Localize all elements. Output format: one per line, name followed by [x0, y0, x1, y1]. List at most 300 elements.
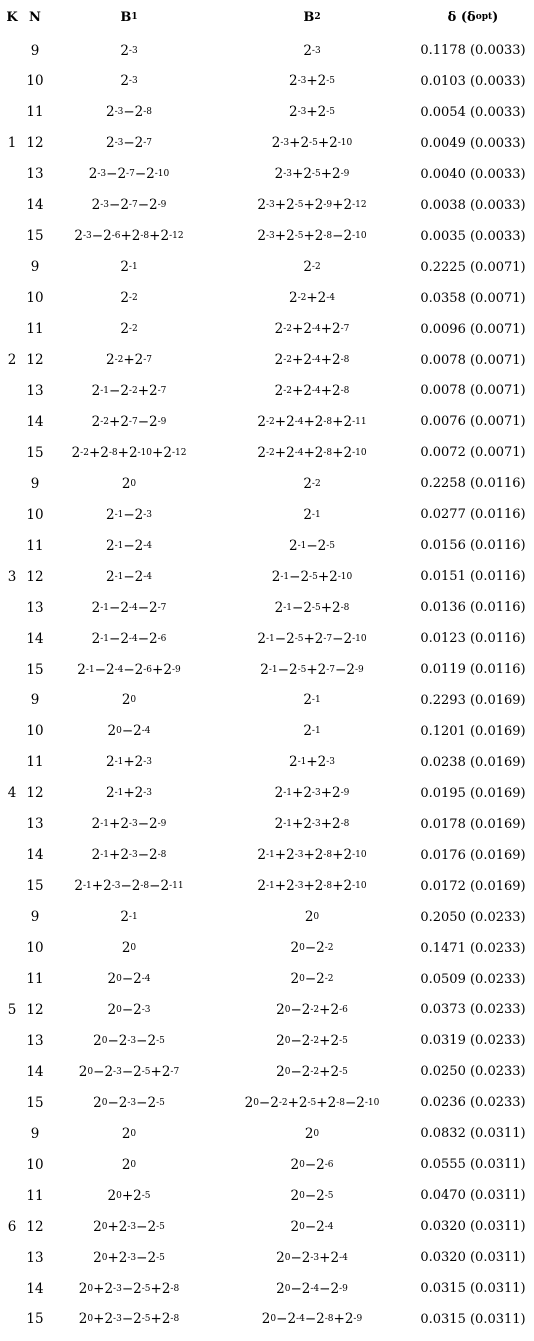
power-base: 2: [301, 1001, 311, 1018]
power-base: 2: [105, 661, 115, 678]
cell-n: 10: [26, 290, 44, 307]
cell-n: 9: [30, 692, 40, 709]
cell-delta: 0.0509 (0.0233): [420, 971, 526, 987]
cell-n: 11: [26, 754, 44, 771]
operator: +: [274, 878, 287, 895]
operator: −: [149, 878, 161, 895]
power-base: 2: [133, 1187, 142, 1204]
cell-b2: 2 -2 + 2 -4 + 2 -8: [274, 382, 350, 399]
operator: +: [274, 228, 287, 245]
power-base: 2: [317, 104, 327, 121]
power-base: 2: [330, 1063, 340, 1080]
table-row: [0, 1211, 534, 1242]
table-row: [0, 840, 534, 871]
operator: +: [137, 382, 149, 399]
cell-b2: 2 -1 + 2 -3: [288, 754, 336, 771]
power-base: 2: [257, 444, 267, 461]
power-base: 2: [121, 692, 131, 709]
cell-b2: 2 0 − 2 -2 + 2 -5 + 2 -8 − 2 -10: [244, 1094, 380, 1111]
operator: +: [303, 228, 315, 245]
cell-b2: 2 -3 + 2 -5: [288, 104, 336, 121]
cell-n: 10: [26, 940, 44, 957]
cell-k: [0, 1149, 24, 1180]
operator: −: [277, 661, 289, 678]
power-base: 2: [317, 73, 327, 90]
cell-b1: 2 -1 − 2 -3: [105, 506, 153, 523]
cell-n: 13: [26, 816, 44, 833]
cell-delta: 0.0076 (0.0071): [420, 414, 526, 430]
cell-delta: 0.0832 (0.0311): [420, 1126, 526, 1142]
power-base: 2: [332, 816, 341, 833]
cell-delta: 0.0136 (0.0116): [420, 600, 526, 616]
cell-b2: 2 0 − 2 -5: [290, 1187, 334, 1204]
power-base: 2: [271, 568, 281, 585]
power-base: 2: [286, 444, 295, 461]
power-base: 2: [286, 228, 295, 245]
operator: +: [274, 444, 287, 461]
power-base: 2: [93, 1249, 102, 1266]
cell-delta: 0.1471 (0.0233): [420, 940, 526, 956]
power-base: 2: [161, 1311, 171, 1328]
cell-delta: 0.1201 (0.0169): [420, 723, 526, 739]
operator: −: [304, 1311, 317, 1328]
cell-b1: 2 -3 − 2 -7 − 2 -9: [91, 197, 167, 214]
power-base: 2: [288, 104, 298, 121]
cell-n: 10: [26, 1156, 44, 1173]
operator: +: [333, 1311, 345, 1328]
operator: −: [123, 135, 135, 152]
power-base: 2: [105, 568, 115, 585]
cell-n: 12: [26, 1001, 44, 1018]
operator: +: [123, 352, 135, 368]
cell-b1: 2 0 − 2 -3 − 2 -5 + 2 -7: [78, 1063, 180, 1080]
power-base: 2: [317, 537, 327, 554]
cell-b2: 2 -3 + 2 -5 + 2 -10: [271, 135, 353, 152]
power-base: 2: [301, 1280, 311, 1297]
cell-b1: 2 0: [121, 940, 137, 957]
cell-n: 12: [26, 135, 44, 152]
cell-delta: 0.0103 (0.0033): [420, 73, 526, 89]
cell-b1: 2 -1 − 2 -4: [105, 568, 153, 585]
power-base: 2: [290, 940, 300, 957]
power-base: 2: [343, 847, 353, 864]
power-base: 2: [301, 1249, 311, 1266]
power-base: 2: [332, 352, 341, 368]
cell-n: 14: [26, 197, 44, 214]
cell-k: [0, 716, 24, 747]
cell-n: 14: [26, 413, 44, 430]
power-base: 2: [317, 754, 327, 771]
table-row: [0, 778, 534, 809]
table-row: [0, 716, 534, 747]
power-base: 2: [300, 568, 310, 585]
cell-b1: 2 -3 − 2 -7: [105, 135, 153, 152]
power-base: 2: [134, 352, 144, 368]
power-base: 2: [91, 413, 101, 430]
cell-n: 10: [26, 723, 44, 740]
power-base: 2: [300, 135, 310, 152]
operator: +: [319, 1249, 331, 1266]
header-delta: δ (δ opt ): [447, 9, 499, 25]
cell-delta: 0.0040 (0.0033): [420, 166, 526, 182]
power-base: 2: [332, 599, 341, 616]
power-base: 2: [120, 816, 129, 833]
header-k: K: [6, 9, 18, 25]
operator: −: [106, 166, 118, 183]
cell-n: 15: [26, 661, 44, 678]
cell-n: 14: [26, 847, 44, 864]
operator: +: [306, 661, 318, 678]
cell-n: 15: [26, 1311, 44, 1328]
table-row: [0, 252, 534, 283]
cell-delta: 0.0054 (0.0033): [420, 104, 526, 120]
operator: −: [290, 1063, 302, 1080]
power-base: 2: [134, 568, 144, 585]
cell-b1: 2 -1: [120, 259, 138, 276]
cell-b1: 2 0: [121, 1125, 137, 1142]
cell-k: [0, 468, 24, 499]
table-row: [0, 345, 534, 376]
operator: +: [292, 816, 304, 833]
power-base: 2: [103, 878, 112, 895]
cell-k: 5: [7, 1001, 17, 1018]
operator: −: [304, 1187, 317, 1204]
power-base: 2: [128, 444, 138, 461]
power-base: 2: [314, 630, 324, 647]
table-row: [0, 128, 534, 159]
operator: −: [109, 599, 121, 616]
cell-n: 11: [26, 537, 44, 554]
power-base: 2: [107, 1001, 117, 1018]
table-row: [0, 437, 534, 468]
cell-delta: 0.0470 (0.0311): [420, 1188, 526, 1204]
table-row: [0, 592, 534, 623]
power-base: 2: [286, 197, 295, 214]
operator: −: [121, 1063, 134, 1080]
cell-b1: 2 -2: [120, 321, 138, 338]
power-base: 2: [276, 1001, 285, 1018]
power-base: 2: [343, 413, 353, 430]
operator: −: [304, 1218, 317, 1235]
power-base: 2: [327, 1094, 337, 1111]
power-base: 2: [134, 506, 144, 523]
power-base: 2: [303, 382, 312, 399]
power-base: 2: [343, 228, 353, 245]
operator: +: [320, 816, 332, 833]
cell-delta: 0.0176 (0.0169): [420, 847, 526, 863]
cell-k: [0, 437, 24, 468]
power-base: 2: [71, 444, 81, 461]
power-base: 2: [257, 413, 267, 430]
power-base: 2: [314, 228, 324, 245]
operator: −: [123, 104, 135, 121]
power-base: 2: [161, 1280, 171, 1297]
power-base: 2: [290, 1187, 300, 1204]
table-row: [0, 623, 534, 654]
cell-k: [0, 1118, 24, 1149]
cell-k: [0, 902, 24, 933]
power-base: 2: [78, 1311, 88, 1328]
power-base: 2: [107, 1187, 117, 1204]
cell-delta: 0.0178 (0.0169): [420, 816, 526, 832]
power-base: 2: [330, 1280, 340, 1297]
power-base: 2: [303, 599, 312, 616]
cell-b2: 2 0 − 2 -2 + 2 -6: [276, 1001, 348, 1018]
cell-n: 15: [26, 1094, 44, 1111]
power-base: 2: [120, 321, 129, 338]
power-base: 2: [134, 104, 144, 121]
power-base: 2: [314, 847, 324, 864]
power-base: 2: [317, 661, 327, 678]
power-base: 2: [276, 1032, 285, 1049]
cell-b2: 2 0 − 2 -2: [290, 971, 334, 987]
operator: −: [289, 568, 301, 585]
cell-delta: 0.0078 (0.0071): [420, 352, 526, 368]
power-base: 2: [304, 1125, 314, 1142]
power-base: 2: [286, 878, 295, 895]
operator: −: [123, 537, 135, 554]
table-row: [0, 1149, 534, 1180]
power-base: 2: [286, 630, 295, 647]
power-base: 2: [91, 197, 101, 214]
operator: +: [320, 382, 332, 399]
power-base: 2: [286, 413, 295, 430]
cell-b2: 2 0: [304, 909, 320, 926]
power-base: 2: [276, 1249, 285, 1266]
cell-k: [0, 406, 24, 437]
power-base: 2: [78, 1280, 88, 1297]
header-n: N: [29, 9, 41, 25]
cell-delta: 0.0172 (0.0169): [420, 878, 526, 894]
power-base: 2: [276, 1063, 285, 1080]
operator: −: [107, 1094, 119, 1111]
power-base: 2: [303, 321, 312, 338]
table-row: [0, 809, 534, 840]
operator: +: [120, 228, 132, 245]
cell-n: 11: [26, 321, 44, 338]
operator: +: [123, 785, 135, 802]
power-base: 2: [270, 1094, 279, 1111]
power-base: 2: [257, 847, 267, 864]
cell-b1: 2 0 + 2 -3 − 2 -5: [93, 1218, 165, 1235]
operator: −: [109, 197, 121, 214]
power-base: 2: [134, 537, 144, 554]
power-base: 2: [257, 228, 267, 245]
power-base: 2: [121, 1125, 131, 1142]
cell-b1: 2 0 + 2 -3 − 2 -5 + 2 -8: [78, 1311, 180, 1328]
power-base: 2: [120, 630, 129, 647]
operator: −: [290, 1249, 302, 1266]
cell-b2: 2 0 − 2 -6: [290, 1156, 334, 1173]
cell-k: [0, 35, 24, 66]
operator: −: [274, 630, 287, 647]
cell-b1: 2 -1: [120, 909, 138, 926]
operator: −: [290, 1001, 302, 1018]
cell-k: [0, 159, 24, 190]
cell-b2: 2 -1: [303, 506, 321, 523]
power-base: 2: [317, 290, 327, 307]
cell-delta: 0.0049 (0.0033): [420, 135, 526, 151]
cell-b1: 2 -3 − 2 -8: [105, 104, 153, 121]
cell-n: 14: [26, 1063, 44, 1080]
cell-b2: 2 -1 − 2 -5: [288, 537, 336, 554]
cell-b1: 2 0 − 2 -3: [107, 1001, 151, 1018]
operator: +: [332, 878, 344, 895]
operator: +: [274, 847, 287, 864]
power-base: 2: [120, 197, 129, 214]
cell-b1: 2 0: [121, 692, 137, 709]
power-base: 2: [78, 1063, 88, 1080]
power-base: 2: [134, 135, 144, 152]
power-base: 2: [303, 352, 312, 368]
power-base: 2: [329, 135, 338, 152]
power-base: 2: [105, 135, 115, 152]
operator: +: [149, 228, 161, 245]
cell-n: 15: [26, 444, 44, 461]
power-base: 2: [118, 1094, 128, 1111]
power-base: 2: [121, 475, 131, 492]
power-base: 2: [131, 878, 141, 895]
cell-b2: 2 0 − 2 -3 + 2 -4: [276, 1249, 348, 1266]
power-base: 2: [91, 847, 101, 864]
operator: −: [137, 599, 149, 616]
cell-b1: 2 0: [121, 1156, 137, 1173]
power-base: 2: [104, 1280, 114, 1297]
power-base: 2: [303, 475, 312, 492]
power-base: 2: [118, 1218, 128, 1235]
cell-delta: 0.0320 (0.0311): [420, 1250, 526, 1266]
power-base: 2: [120, 259, 129, 276]
operator: +: [150, 1280, 162, 1297]
cell-n: 9: [30, 909, 40, 926]
operator: −: [137, 816, 149, 833]
cell-b2: 2 0 − 2 -4 − 2 -9: [276, 1280, 348, 1297]
power-base: 2: [121, 940, 131, 957]
power-base: 2: [303, 42, 312, 59]
power-base: 2: [274, 599, 284, 616]
power-base: 2: [316, 971, 325, 987]
power-base: 2: [105, 352, 115, 368]
operator: +: [320, 785, 332, 802]
operator: +: [303, 413, 315, 430]
power-base: 2: [356, 1094, 365, 1111]
operator: +: [152, 444, 164, 461]
power-base: 2: [330, 1249, 340, 1266]
operator: +: [150, 1063, 162, 1080]
power-base: 2: [133, 971, 142, 987]
power-base: 2: [329, 568, 338, 585]
power-base: 2: [288, 73, 298, 90]
power-base: 2: [303, 692, 312, 709]
power-base: 2: [288, 661, 298, 678]
cell-n: 14: [26, 630, 44, 647]
cell-k: [0, 1025, 24, 1056]
power-base: 2: [88, 166, 98, 183]
power-base: 2: [118, 1032, 128, 1049]
table-row: [0, 97, 534, 128]
cell-k: 3: [7, 568, 17, 585]
power-base: 2: [271, 135, 281, 152]
cell-delta: 0.0119 (0.0116): [420, 662, 526, 677]
power-base: 2: [117, 166, 127, 183]
power-base: 2: [120, 909, 129, 926]
cell-b2: 2 -3: [303, 42, 321, 59]
power-base: 2: [120, 290, 129, 307]
table-row: [0, 35, 534, 66]
operator: +: [306, 104, 318, 121]
cell-delta: 0.2258 (0.0116): [420, 476, 526, 492]
table-row: [0, 747, 534, 778]
operator: −: [332, 228, 344, 245]
cell-delta: 0.0038 (0.0033): [420, 197, 526, 213]
operator: +: [320, 599, 332, 616]
power-base: 2: [118, 1249, 128, 1266]
operator: +: [109, 816, 121, 833]
power-base: 2: [301, 1032, 311, 1049]
operator: −: [120, 878, 132, 895]
cell-k: [0, 190, 24, 221]
cell-delta: 0.0555 (0.0311): [420, 1157, 526, 1173]
cell-b1: 2 0 − 2 -3 − 2 -5: [93, 1094, 165, 1111]
power-base: 2: [330, 1001, 340, 1018]
operator: +: [91, 878, 104, 895]
power-base: 2: [303, 166, 312, 183]
power-base: 2: [74, 878, 84, 895]
operator: +: [332, 444, 344, 461]
operator: +: [319, 1032, 331, 1049]
power-base: 2: [346, 661, 355, 678]
operator: +: [107, 1218, 119, 1235]
operator: −: [121, 971, 134, 987]
cell-n: 14: [26, 1280, 44, 1297]
power-base: 2: [314, 444, 324, 461]
cell-b2: 2 0 − 2 -2: [290, 940, 334, 957]
cell-n: 13: [26, 599, 44, 616]
power-base: 2: [147, 1032, 157, 1049]
operator: +: [303, 878, 315, 895]
power-base: 2: [147, 1249, 157, 1266]
operator: −: [93, 1063, 105, 1080]
cell-b2: 2 -2 + 2 -4 + 2 -7: [274, 321, 350, 338]
operator: +: [332, 847, 344, 864]
operator: −: [335, 661, 347, 678]
table-row: [0, 1304, 534, 1335]
cell-k: [0, 747, 24, 778]
table-row: [0, 159, 534, 190]
cell-delta: 0.0096 (0.0071): [420, 321, 526, 337]
cell-delta: 0.0277 (0.0116): [420, 507, 526, 523]
power-base: 2: [120, 42, 129, 59]
cell-b2: 2 -1 − 2 -5 + 2 -8: [274, 599, 350, 616]
operator: +: [274, 413, 287, 430]
operator: +: [320, 321, 332, 338]
power-base: 2: [104, 1311, 114, 1328]
cell-delta: 0.2050 (0.0233): [420, 909, 526, 925]
power-base: 2: [261, 1311, 271, 1328]
power-base: 2: [147, 1094, 157, 1111]
operator: +: [109, 847, 121, 864]
cell-k: [0, 964, 24, 995]
power-base: 2: [147, 1218, 157, 1235]
power-base: 2: [160, 878, 170, 895]
power-base: 2: [303, 785, 312, 802]
cell-k: [0, 1304, 24, 1335]
power-base: 2: [274, 321, 284, 338]
cell-b1: 2 -1 + 2 -3 − 2 -8: [91, 847, 167, 864]
cell-delta: 0.0195 (0.0169): [420, 785, 526, 801]
power-base: 2: [316, 1156, 325, 1173]
cell-n: 12: [26, 352, 44, 368]
